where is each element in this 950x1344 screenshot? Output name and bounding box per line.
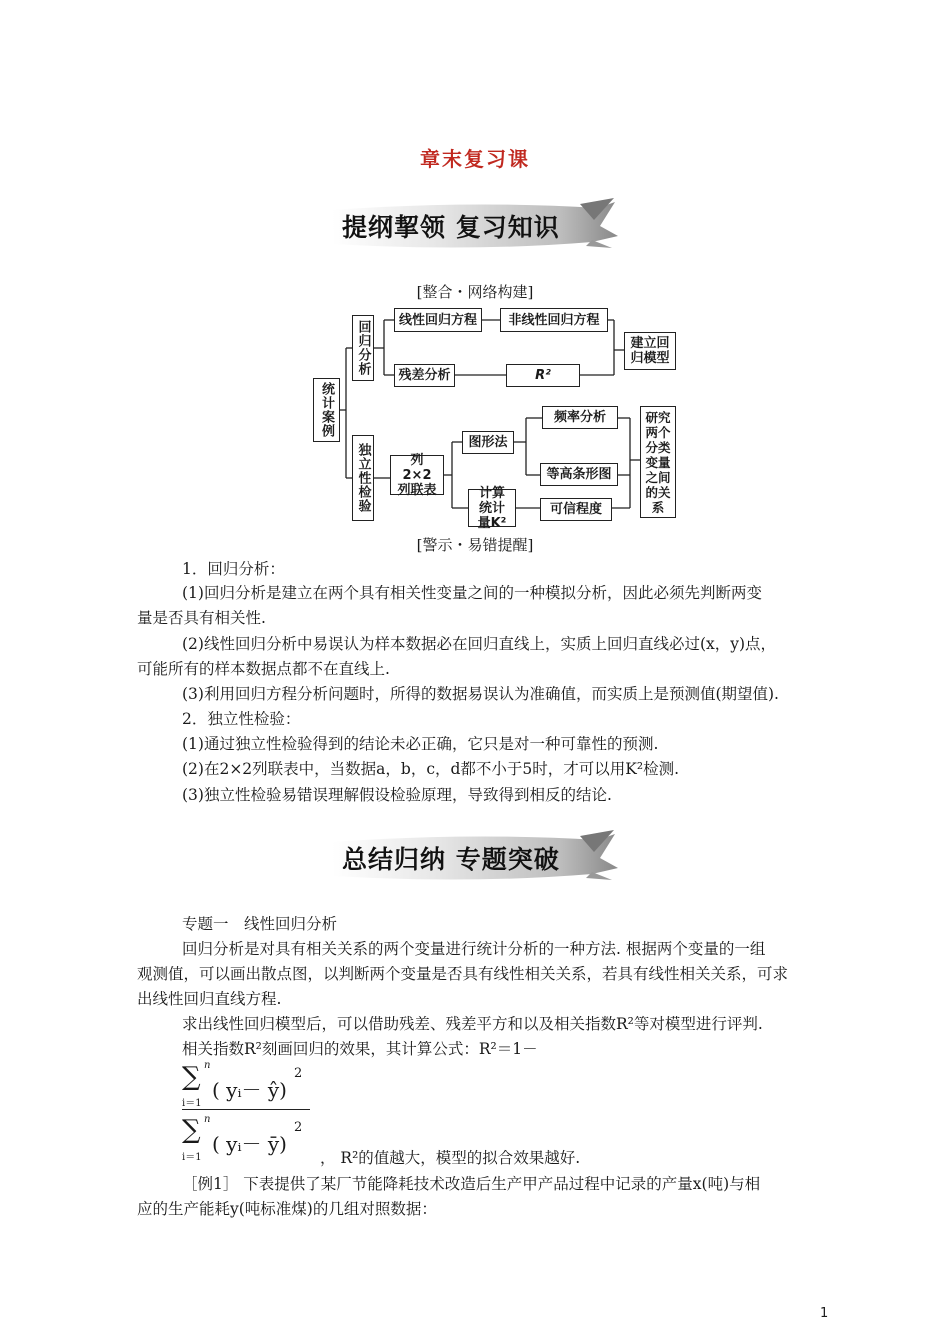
note-1-1-line-1: (1)回归分析是建立在两个具有相关性变量之间的一种模拟分析，因此必须先判断两变 bbox=[182, 584, 762, 602]
sum-lower-limit: i＝1 bbox=[182, 1098, 202, 1109]
note-1-heading: 1．回归分析： bbox=[182, 560, 285, 578]
node-nonlinear-regression-equation: 非线性回归方程 bbox=[500, 308, 608, 332]
section-banner-summary bbox=[330, 828, 620, 888]
denominator-term: ( yᵢ－ ȳ) bbox=[212, 1132, 287, 1156]
sum-upper-limit: n bbox=[204, 1114, 211, 1125]
section-label-warning: [警示・易错提醒] bbox=[416, 536, 534, 554]
numerator-exponent: 2 bbox=[294, 1066, 303, 1081]
node-graph-method: 图形法 bbox=[462, 431, 514, 454]
banner-text: 提纲挈领 复习知识 bbox=[342, 213, 560, 242]
topic-paragraph-2: 求出线性回归模型后，可以借助残差、残差平方和以及相关指数R²等对模型进行评判. bbox=[182, 1015, 763, 1033]
denominator-exponent: 2 bbox=[294, 1120, 303, 1135]
note-1-3: (3)利用回归方程分析问题时，所得的数据易误认为准确值，而实质上是预测值(期望值). bbox=[182, 685, 779, 703]
topic-paragraph-3: 相关指数R²刻画回归的效果，其计算公式：R²＝1－ bbox=[182, 1040, 538, 1058]
node-regression-analysis: 回归分析 bbox=[352, 315, 374, 381]
sigma-icon: ∑ bbox=[182, 1062, 201, 1092]
note-1-2-line-2: 可能所有的样本数据点都不在直线上. bbox=[137, 660, 390, 678]
node-frequency-analysis: 频率分析 bbox=[542, 406, 618, 429]
topic-paragraph-1-line-1: 回归分析是对具有相关关系的两个变量进行统计分析的一种方法. 根据两个变量的一组 bbox=[182, 940, 766, 958]
node-equal-height-bar-chart: 等高条形图 bbox=[540, 463, 618, 486]
node-residual-analysis: 残差分析 bbox=[394, 364, 455, 387]
banner-text: 总结归纳 专题突破 bbox=[342, 845, 560, 874]
topic-paragraph-1-line-3: 出线性回归直线方程. bbox=[137, 990, 282, 1008]
node-build-regression-model: 建立回归模型 bbox=[624, 332, 676, 370]
node-statistics-cases: 统计案例 bbox=[313, 378, 340, 442]
note-2-heading: 2．独立性检验： bbox=[182, 710, 301, 728]
node-credibility: 可信程度 bbox=[540, 498, 612, 521]
node-linear-regression-equation: 线性回归方程 bbox=[394, 308, 482, 332]
section-label-network: [整合・网络构建] bbox=[416, 283, 534, 301]
note-2-2: (2)在2×2列联表中，当数据a，b，c，d都不小于5时，才可以用K²检测. bbox=[182, 760, 680, 778]
sigma-icon: ∑ bbox=[182, 1115, 201, 1145]
example-1-line-1: ［例1］ 下表提供了某厂节能降耗技术改造后生产甲产品过程中记录的产量x(吨)与相 bbox=[182, 1175, 761, 1193]
note-1-2-line-1: (2)线性回归分析中易误认为样本数据必在回归直线上，实质上回归直线必过(x，y)点， bbox=[182, 635, 777, 653]
knowledge-diagram bbox=[0, 300, 950, 530]
note-1-1-line-2: 量是否具有相关性. bbox=[137, 609, 266, 627]
node-2x2-contingency-table: 列2×2列联表 bbox=[390, 455, 444, 495]
topic-heading: 专题一 线性回归分析 bbox=[182, 915, 338, 933]
page-title: 章末复习课 bbox=[420, 147, 530, 171]
node-compute-k-squared: 计算统计量K² bbox=[468, 489, 516, 527]
sum-upper-limit: n bbox=[204, 1060, 211, 1071]
section-banner-review bbox=[330, 196, 620, 256]
note-2-3: (3)独立性检验易错误理解假设检验原理，导致得到相反的结论. bbox=[182, 786, 612, 804]
node-independence-test: 独立性检验 bbox=[352, 435, 374, 521]
node-study-categorical-relationship: 研究两个分类变量之间的关系 bbox=[640, 406, 676, 518]
example-1-line-2: 应的生产能耗y(吨标准煤)的几组对照数据： bbox=[137, 1200, 437, 1218]
node-r-squared: R² bbox=[506, 364, 580, 387]
formula-conclusion: ， R²的值越大，模型的拟合效果越好. bbox=[320, 1149, 581, 1167]
sum-lower-limit: i＝1 bbox=[182, 1152, 202, 1163]
note-2-1: (1)通过独立性检验得到的结论未必正确，它只是对一种可靠性的预测. bbox=[182, 735, 659, 753]
fraction-bar bbox=[182, 1109, 310, 1110]
topic-paragraph-1-line-2: 观测值，可以画出散点图，以判断两个变量是否具有线性相关关系，若具有线性相关关系，可求 bbox=[137, 965, 789, 983]
r-squared-formula bbox=[180, 1060, 320, 1170]
page-number: 1 bbox=[820, 1306, 829, 1321]
numerator-term: ( yᵢ－ ŷ) bbox=[212, 1078, 287, 1102]
